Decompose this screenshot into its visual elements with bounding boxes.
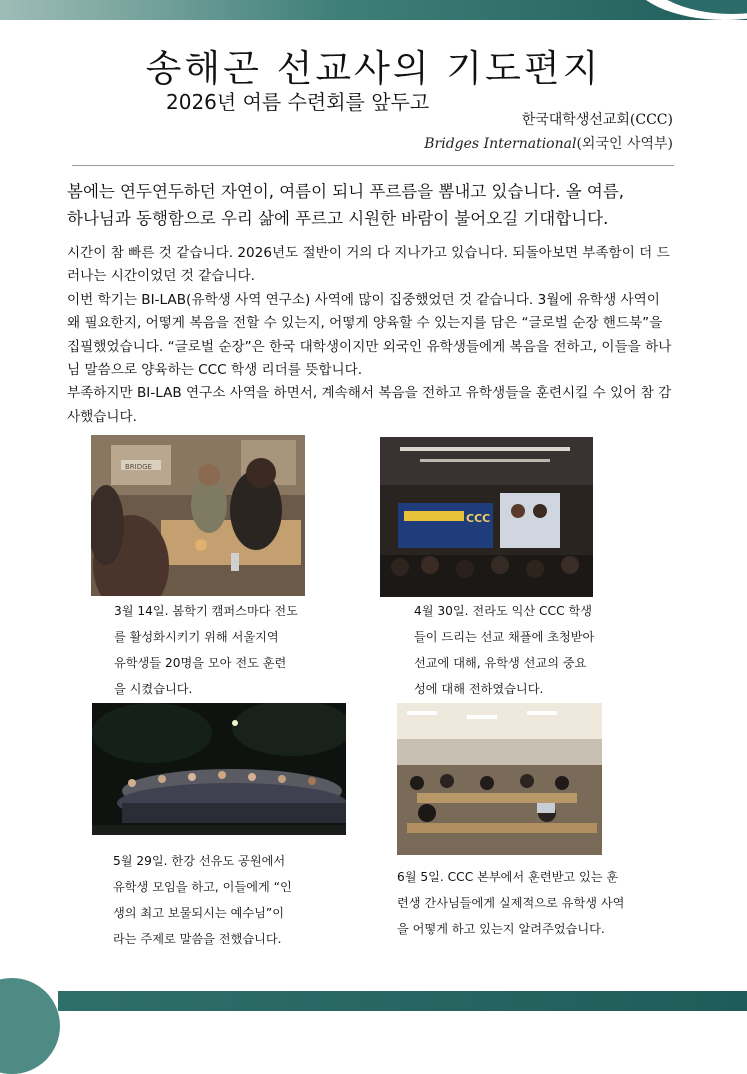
caption-photo-4 <box>397 864 624 942</box>
caption-4-line-3: 을 어떻게 하고 있는지 알려주었습니다. <box>397 922 605 936</box>
caption-3-line-2: 유학생 모임을 하고, 이들에게 “인 <box>113 880 292 894</box>
photo-2-banner-text: CCC <box>466 512 491 525</box>
body-paragraph-2: 이번 학기는 BI-LAB(유학생 사역 연구소) 사역에 많이 집중했었던 것 같습니다. 3월에 유학생 사역이 왜 필요한지, 어떻게 복음을 전할 수 있는지, 어떻게 양육할 수 있는지를 담은 “글로벌 순장 핸드북”을 집필했었습니다. “글로벌 순장”은 한국 대학생이지만 외국인 유학생들에게 복음을 전하고, 이들을 하나님 말씀으로 양육하는 CCC 학생 리더를 뜻합니다. <box>67 291 672 379</box>
org-english-suffix: (외국인 사역부) <box>576 136 673 152</box>
photo-mission-chapel <box>380 437 593 597</box>
caption-1-line-3: 유학생들 20명을 모아 전도 훈련 <box>114 656 287 670</box>
caption-3-line-4: 라는 주제로 말씀을 전했습니다. <box>113 932 282 946</box>
body-paragraph-3: 부족하지만 BI-LAB 연구소 사역을 하면서, 계속해서 복음을 전하고 유학생들을 훈련시킬 수 있어 참 감사했습니다. <box>67 385 672 425</box>
caption-3-line-1: 5월 29일. 한강 선유도 공원에서 <box>113 854 286 868</box>
header-divider <box>72 165 674 166</box>
photo-hangang-gathering <box>92 703 346 835</box>
caption-2-line-3: 선교에 대해, 유학생 선교의 중요 <box>414 656 587 670</box>
lead-line-1: 봄에는 연두연두하던 자연이, 여름이 되니 푸르름을 뽐내고 있습니다. 올 여름, <box>67 182 625 201</box>
body-text <box>67 242 677 429</box>
photo-1-banner-text: BRIDGE <box>125 463 152 471</box>
bottom-decorative-band <box>58 991 747 1011</box>
caption-4-line-2: 련생 간사님들에게 실제적으로 유학생 사역 <box>397 896 625 910</box>
photo-evangelism-training <box>91 435 305 596</box>
top-decorative-band <box>0 0 747 20</box>
lead-paragraph <box>67 178 687 232</box>
caption-3-line-3: 생의 최고 보물되시는 예수님”이 <box>113 906 284 920</box>
org-english <box>424 133 673 153</box>
org-korean: 한국대학생선교회(CCC) <box>521 112 673 128</box>
caption-1-line-1: 3월 14일. 봄학기 캠퍼스마다 전도 <box>114 604 298 618</box>
caption-1-line-2: 를 활성화시키기 위해 서울지역 <box>114 630 279 644</box>
caption-photo-2 <box>414 598 594 702</box>
letter-title: 송해곤 선교사의 기도편지 <box>145 47 602 90</box>
caption-photo-1 <box>114 598 298 702</box>
bottom-corner-circle <box>0 978 60 1074</box>
caption-4-line-1: 6월 5일. CCC 본부에서 훈련받고 있는 훈 <box>397 870 619 884</box>
body-paragraph-1: 시간이 참 빠른 것 같습니다. 2026년도 절반이 거의 다 지나가고 있습니다. 되돌아보면 부족함이 더 드러나는 시간이었던 것 같습니다. <box>67 245 670 285</box>
caption-2-line-1: 4월 30일. 전라도 익산 CCC 학생 <box>414 604 592 618</box>
caption-photo-3 <box>113 848 292 952</box>
org-english-name: Bridges International <box>424 136 577 152</box>
caption-1-line-4: 을 시켰습니다. <box>114 682 193 696</box>
letter-subtitle: 2026년 여름 수련회를 앞두고 <box>166 90 430 114</box>
photo-staff-training <box>397 703 602 855</box>
caption-2-line-2: 들이 드리는 선교 채플에 초청받아 <box>414 630 595 644</box>
caption-2-line-4: 성에 대해 전하였습니다. <box>414 682 544 696</box>
lead-line-2: 하나님과 동행함으로 우리 삶에 푸르고 시원한 바람이 불어오길 기대합니다. <box>67 209 609 228</box>
